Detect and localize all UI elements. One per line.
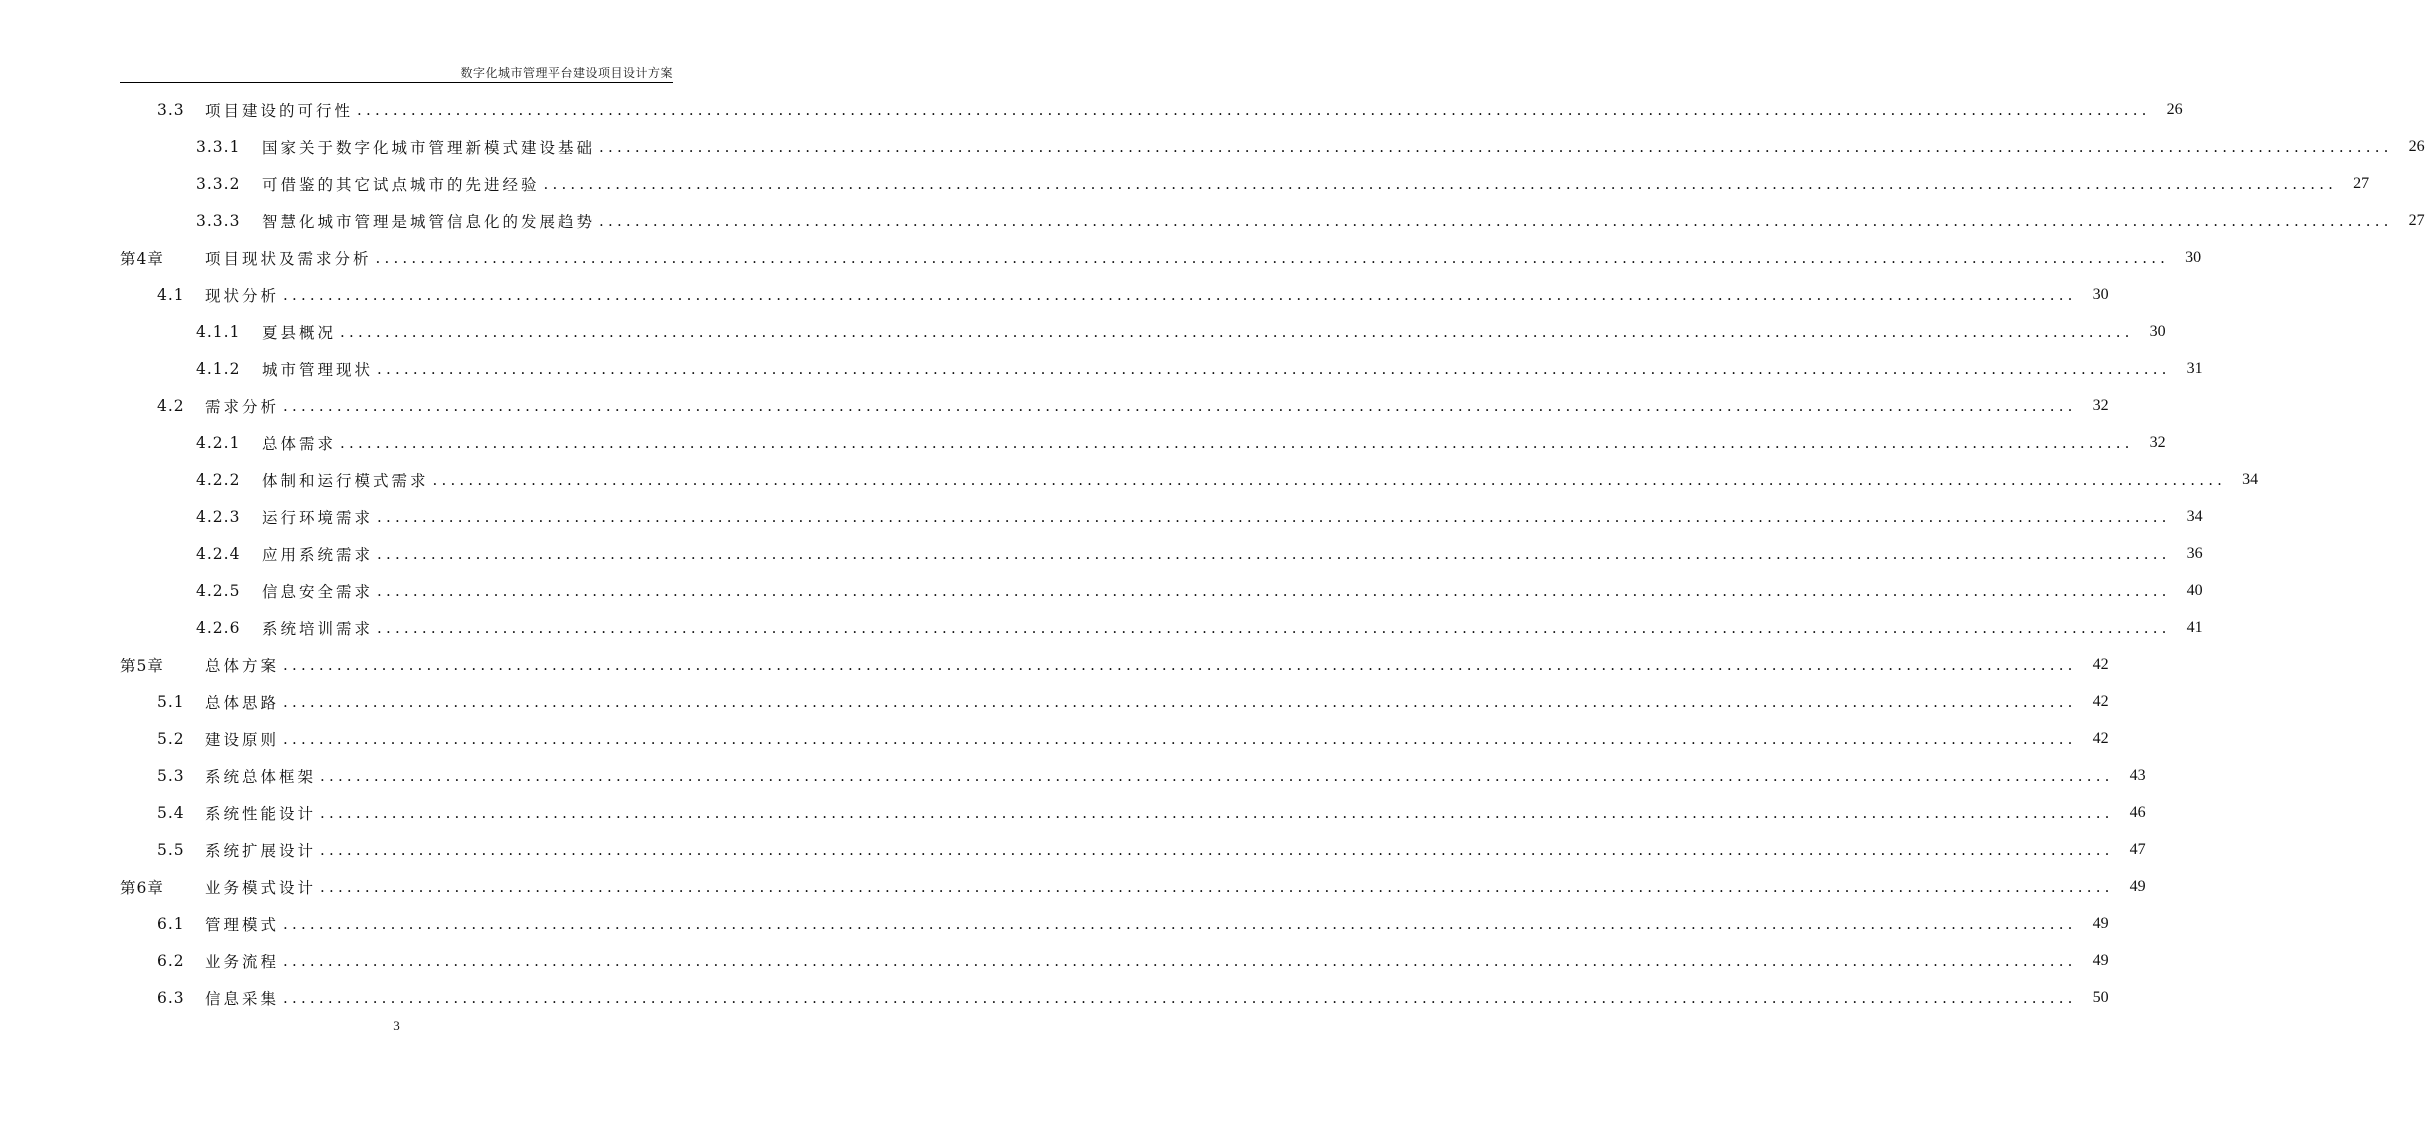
toc-entry[interactable] [157,794,2146,831]
toc-entry-page: 43 [2129,766,2146,784]
toc-entry-page: 46 [2129,803,2146,821]
toc-entry-title: 系统性能设计 [205,804,317,823]
toc-dot-leader: ........................................................................................................................................................................................................ [283,692,2077,711]
toc-entry-number: 4.1 [157,285,185,304]
toc-dot-leader: ........................................................................................................................................................................................................ [340,433,2134,452]
page-number: 3 [393,1018,400,1033]
toc-entry-title: 系统扩展设计 [205,841,317,860]
toc-entry-page: 34 [2186,507,2203,525]
toc-entry-page: 32 [2149,433,2166,451]
toc-entry[interactable] [120,868,2146,905]
toc-dot-leader: ........................................................................................................................................................................................................ [599,211,2393,230]
toc-dot-leader: ........................................................................................................................................................................................................ [283,729,2077,748]
toc-entry-title: 城市管理现状 [262,360,374,379]
toc-entry-number: 6.1 [157,914,185,933]
toc-entry-title: 应用系统需求 [262,545,374,564]
toc-entry-number: 5.4 [157,803,185,822]
toc-dot-leader: ........................................................................................................................................................................................................ [283,396,2077,415]
toc-entry[interactable] [196,128,2425,165]
toc-entry-title: 总体需求 [262,434,337,453]
toc-entry-number: 6.2 [157,951,185,970]
toc-entry-title: 总体方案 [205,656,280,675]
toc-entry-page: 27 [2408,211,2425,229]
toc-entry-page: 32 [2092,396,2109,414]
toc-entry[interactable] [157,831,2146,868]
toc-entry-page: 30 [2092,285,2109,303]
toc-dot-leader: ........................................................................................................................................................................................................ [283,285,2077,304]
toc-entry[interactable] [196,609,2203,646]
toc-entry-number: 4.2.5 [196,581,241,600]
toc-entry-number: 4.1.2 [196,359,241,378]
toc-entry-page: 42 [2092,692,2109,710]
toc-entry-page: 42 [2092,729,2109,747]
toc-entry-page: 49 [2129,877,2146,895]
toc-entry-title: 运行环境需求 [262,508,374,527]
toc-entry[interactable] [196,313,2166,350]
toc-entry-number: 3.3.1 [196,137,241,156]
toc-entry[interactable] [196,572,2203,609]
toc-dot-leader: ........................................................................................................................................................................................................ [599,137,2393,156]
toc-entry[interactable] [157,683,2109,720]
toc-dot-leader: ........................................................................................................................................................................................................ [377,581,2171,600]
toc-dot-leader: ........................................................................................................................................................................................................ [320,840,2114,859]
toc-entry[interactable] [196,498,2203,535]
toc-dot-leader: ........................................................................................................................................................................................................ [357,100,2151,119]
toc-entry-number: 第6章 [120,878,164,897]
toc-entry-number: 5.3 [157,766,185,785]
toc-entry-number: 第5章 [120,656,164,675]
toc-entry[interactable] [196,424,2166,461]
toc-entry[interactable] [196,535,2203,572]
toc-entry-page: 49 [2092,914,2109,932]
toc-entry-number: 5.2 [157,729,185,748]
toc-entry-number: 3.3 [157,100,185,119]
toc-entry-page: 27 [2353,174,2370,192]
toc-entry-page: 47 [2129,840,2146,858]
toc-entry-title: 业务模式设计 [205,878,317,897]
toc-entry-title: 信息安全需求 [262,582,374,601]
toc-dot-leader: ........................................................................................................................................................................................................ [432,470,2227,489]
toc-entry[interactable] [157,942,2109,979]
toc-entry-title: 业务流程 [205,952,280,971]
toc-entry[interactable] [157,720,2109,757]
header-title: 数字化城市管理平台建设项目设计方案 [460,66,673,80]
toc-entry-title: 项目建设的可行性 [205,101,354,120]
toc-dot-leader: ........................................................................................................................................................................................................ [320,766,2114,785]
toc-entry-page: 40 [2186,581,2203,599]
toc-dot-leader: ........................................................................................................................................................................................................ [320,803,2114,822]
toc-dot-leader: ........................................................................................................................................................................................................ [283,655,2077,674]
toc-dot-leader: ........................................................................................................................................................................................................ [283,988,2077,1007]
toc-dot-leader: ........................................................................................................................................................................................................ [377,359,2171,378]
toc-dot-leader: ........................................................................................................................................................................................................ [377,544,2171,563]
toc-entry[interactable] [120,239,2202,276]
toc-entry[interactable] [120,646,2109,683]
toc-entry[interactable] [196,350,2203,387]
toc-entry-title: 建设原则 [205,730,280,749]
toc-entry-number: 4.2.4 [196,544,241,563]
toc-entry-title: 总体思路 [205,693,280,712]
toc-dot-leader: ........................................................................................................................................................................................................ [283,951,2077,970]
toc-entry-title: 项目现状及需求分析 [205,249,372,268]
toc-entry-number: 4.2.6 [196,618,241,637]
toc-entry[interactable] [157,979,2109,1016]
toc-entry-number: 5.1 [157,692,185,711]
toc-entry-title: 夏县概况 [262,323,337,342]
toc-entry-title: 国家关于数字化城市管理新模式建设基础 [262,138,596,157]
toc-entry[interactable] [157,757,2146,794]
toc-entry-title: 需求分析 [205,397,280,416]
toc-entry-title: 管理模式 [205,915,280,934]
toc-dot-leader: ........................................................................................................................................................................................................ [340,322,2134,341]
toc-entry-title: 可借鉴的其它试点城市的先进经验 [262,175,540,194]
toc-entry[interactable] [196,461,2259,498]
toc-entry-title: 现状分析 [205,286,280,305]
toc-dot-leader: ........................................................................................................................................................................................................ [543,174,2338,193]
page-header [120,60,673,83]
toc-entry-number: 3.3.3 [196,211,241,230]
toc-dot-leader: ........................................................................................................................................................................................................ [377,618,2171,637]
toc-entry-number: 4.2.2 [196,470,241,489]
toc-dot-leader: ........................................................................................................................................................................................................ [377,507,2171,526]
toc-entry[interactable] [196,202,2425,239]
toc-entry-number: 4.2 [157,396,185,415]
toc-entry[interactable] [196,165,2370,202]
toc-entry-page: 30 [2185,248,2202,266]
toc-dot-leader: ........................................................................................................................................................................................................ [375,248,2170,267]
toc-entry-page: 34 [2242,470,2259,488]
toc-entry[interactable] [157,91,2183,128]
toc-entry-page: 26 [2408,137,2425,155]
toc-entry-title: 体制和运行模式需求 [262,471,429,490]
toc-entry-title: 系统培训需求 [262,619,374,638]
toc-entry[interactable] [157,905,2109,942]
toc-entry[interactable] [157,276,2109,313]
toc-entry-page: 31 [2186,359,2203,377]
toc-entry-page: 30 [2149,322,2166,340]
toc-entry-title: 信息采集 [205,989,280,1008]
toc-entry-page: 41 [2186,618,2203,636]
toc-entry-page: 26 [2166,100,2183,118]
toc-entry[interactable] [157,387,2109,424]
toc-entry-page: 49 [2092,951,2109,969]
toc-entry-number: 4.1.1 [196,322,241,341]
toc-entry-number: 3.3.2 [196,174,241,193]
toc-dot-leader: ........................................................................................................................................................................................................ [283,914,2077,933]
toc-dot-leader: ........................................................................................................................................................................................................ [320,877,2114,896]
toc-entry-page: 50 [2092,988,2109,1006]
toc-entry-page: 42 [2092,655,2109,673]
toc-entry-number: 5.5 [157,840,185,859]
toc-entry-title: 智慧化城市管理是城管信息化的发展趋势 [262,212,596,231]
toc-entry-number: 4.2.3 [196,507,241,526]
toc-entry-number: 6.3 [157,988,185,1007]
toc-entry-number: 第4章 [120,249,164,268]
toc-entry-title: 系统总体框架 [205,767,317,786]
toc-entry-number: 4.2.1 [196,433,241,452]
toc-entry-page: 36 [2186,544,2203,562]
